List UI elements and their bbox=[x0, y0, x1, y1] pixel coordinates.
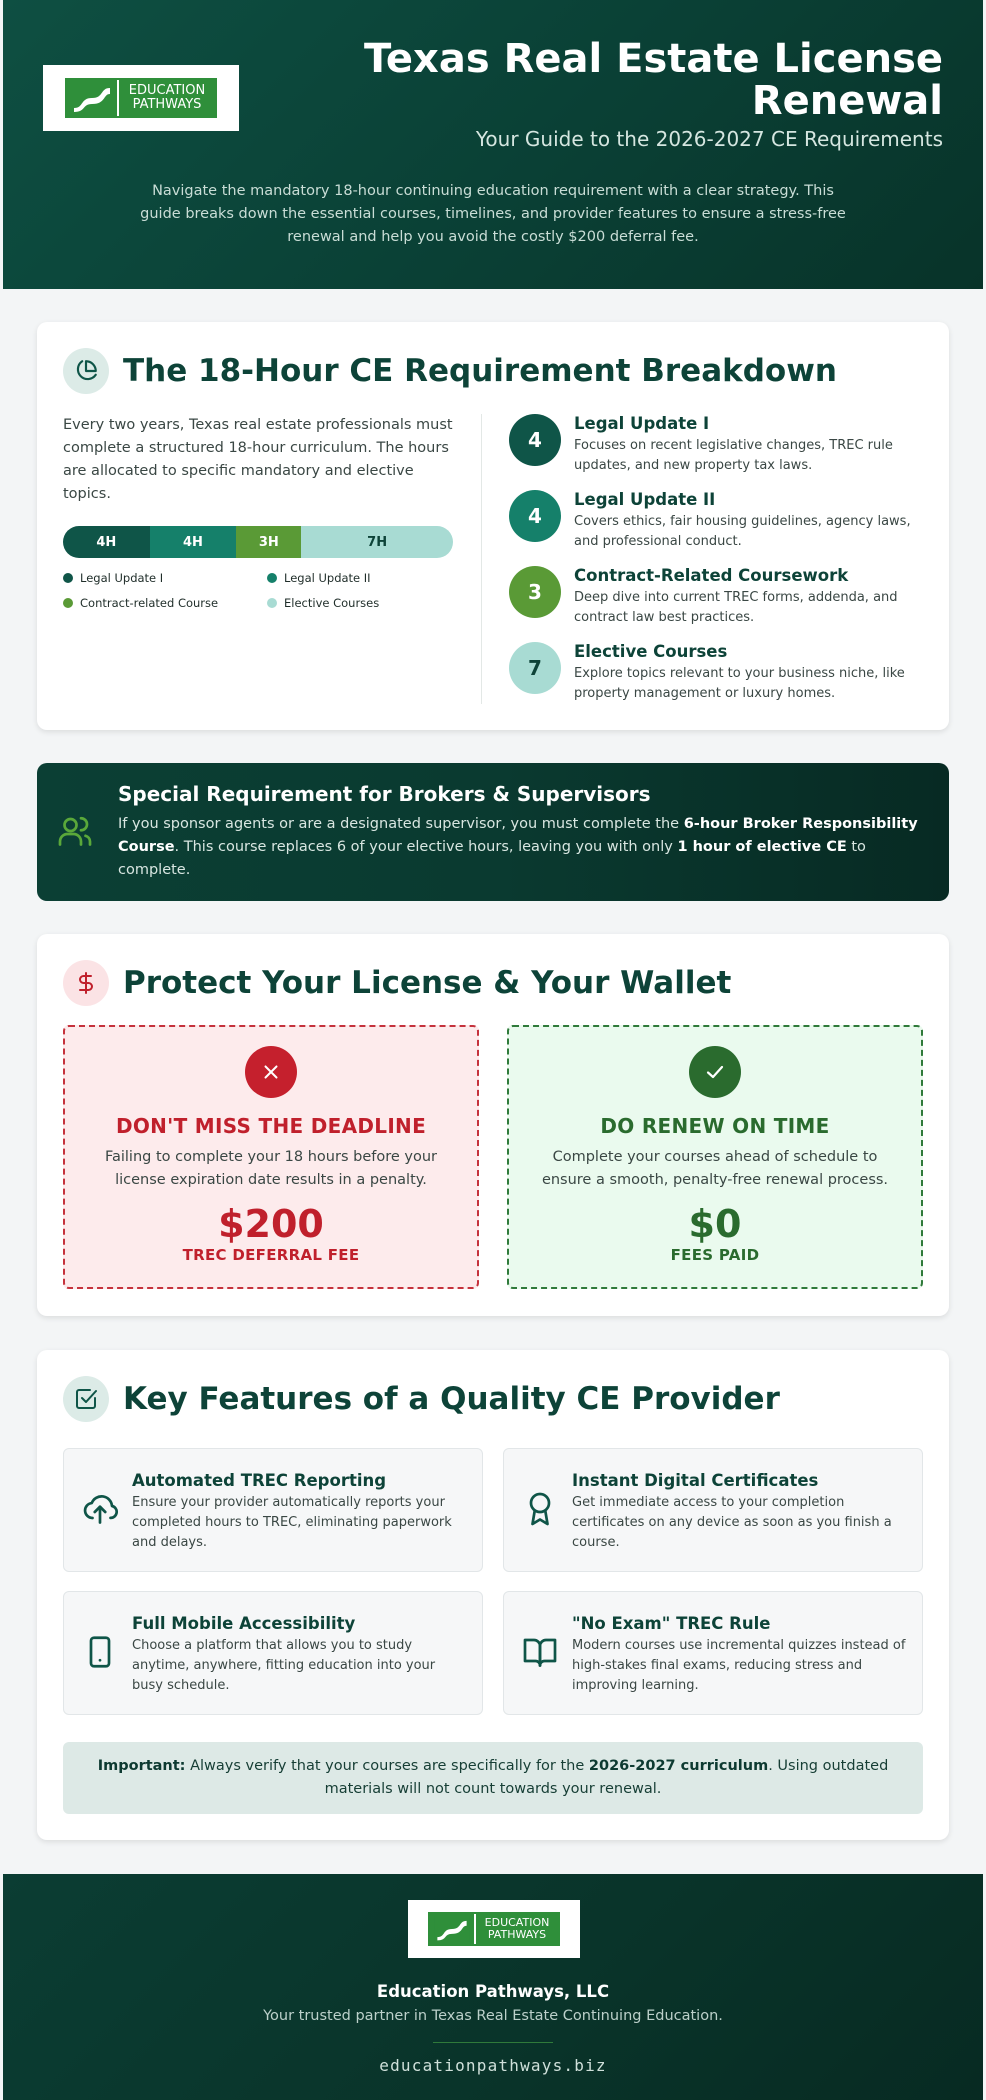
requirement-title: Contract-Related Coursework bbox=[574, 566, 849, 585]
breakdown-heading bbox=[63, 348, 837, 394]
logo-text bbox=[117, 80, 215, 115]
requirement-title: Legal Update I bbox=[574, 414, 710, 433]
legend-swatch bbox=[63, 598, 73, 608]
hours-bar-segment: 7H bbox=[301, 526, 453, 558]
x-icon bbox=[245, 1046, 297, 1098]
mobile-icon bbox=[82, 1634, 118, 1674]
requirement-text bbox=[574, 490, 929, 552]
requirement-description: Explore topics relevant to your business niche, like property management or luxury homes. bbox=[574, 666, 905, 701]
protect-heading bbox=[63, 960, 731, 1006]
deadline-warning-box bbox=[63, 1025, 479, 1289]
feature-description: Get immediate access to your completion certificates on any device as soon as you finish a course. bbox=[572, 1495, 892, 1550]
header-logo[interactable] bbox=[43, 65, 239, 131]
note-bold: 2026-2027 curriculum bbox=[588, 1758, 769, 1774]
legend-item bbox=[267, 596, 463, 610]
deadline-title: DON'T MISS THE DEADLINE bbox=[115, 1114, 427, 1138]
feature-title: Instant Digital Certificates bbox=[572, 1471, 819, 1490]
hours-legend bbox=[63, 571, 463, 610]
feature-card bbox=[503, 1448, 923, 1572]
feature-title: "No Exam" TREC Rule bbox=[572, 1614, 771, 1633]
broker-bold-2: 1 hour of elective CE bbox=[677, 839, 847, 855]
footer-logo[interactable] bbox=[408, 1900, 580, 1958]
broker-banner bbox=[37, 763, 949, 901]
breakdown-title: The 18-Hour CE Requirement Breakdown bbox=[123, 353, 837, 389]
logo-line-2: PATHWAYS bbox=[132, 97, 202, 112]
requirement-description: Covers ethics, fair housing guidelines, agency laws, and professional conduct. bbox=[574, 514, 911, 549]
requirement-title: Legal Update II bbox=[574, 490, 716, 509]
legend-label: Contract-related Course bbox=[80, 596, 219, 610]
logo-line-2: PATHWAYS bbox=[487, 1928, 547, 1941]
header-description: Navigate the mandatory 18-hour continuing education requirement with a clear strategy. This guide breaks down the essential courses, timelines, and provider features to ensure a stress-free renewal and help you avoid the costly $200 deferral fee. bbox=[140, 183, 846, 245]
legend-swatch bbox=[267, 573, 277, 583]
fees-amount: $0 bbox=[688, 1202, 742, 1246]
requirement-text bbox=[574, 414, 929, 476]
page-subtitle: Your Guide to the 2026-2027 CE Requirements bbox=[475, 127, 943, 151]
note-label: Important: bbox=[97, 1758, 186, 1774]
broker-description bbox=[118, 813, 926, 882]
renew-description: Complete your courses ahead of schedule to ensure a smooth, penalty-free renewal process. bbox=[541, 1149, 889, 1188]
company-tagline: Your trusted partner in Texas Real Estate Continuing Education. bbox=[263, 2008, 723, 2024]
legend-item bbox=[63, 596, 267, 610]
renew-title: DO RENEW ON TIME bbox=[600, 1114, 830, 1138]
legend-item bbox=[63, 571, 267, 585]
legend-swatch bbox=[63, 573, 73, 583]
logo-mark bbox=[428, 1912, 560, 1946]
feature-description: Modern courses use incremental quizzes instead of high-stakes final exams, reducing stress and improving learning. bbox=[572, 1638, 906, 1693]
requirement-item bbox=[509, 566, 929, 628]
broker-bold-1: 6-hour Broker Responsibility Course bbox=[118, 816, 918, 855]
feature-title: Automated TREC Reporting bbox=[132, 1471, 387, 1490]
logo-line-1: EDUCATION bbox=[128, 83, 206, 99]
hours-bar bbox=[63, 526, 453, 558]
penalty-caption: TREC DEFERRAL FEE bbox=[182, 1246, 360, 1264]
renew-on-time-box bbox=[507, 1025, 923, 1289]
hours-badge: 7 bbox=[509, 642, 561, 694]
legend-item bbox=[267, 571, 463, 585]
hours-bar-segment: 4H bbox=[150, 526, 237, 558]
dollar-icon bbox=[63, 960, 109, 1006]
hours-bar-segment: 4H bbox=[63, 526, 150, 558]
deadline-description: Failing to complete your 18 hours before your license expiration date results in a penalty. bbox=[104, 1149, 437, 1188]
award-icon bbox=[522, 1491, 558, 1531]
requirement-description: Deep dive into current TREC forms, addenda, and contract law best practices. bbox=[574, 590, 898, 625]
page bbox=[3, 0, 983, 2100]
footer bbox=[3, 1874, 983, 2100]
feature-card bbox=[503, 1591, 923, 1715]
requirement-text bbox=[574, 642, 929, 704]
logo-line-1: EDUCATION bbox=[484, 1916, 550, 1930]
requirement-description: Focuses on recent legislative changes, TREC rule updates, and new property tax laws. bbox=[574, 438, 893, 473]
pie-chart-icon bbox=[63, 348, 109, 394]
hours-bar-segment: 3H bbox=[236, 526, 301, 558]
legend-swatch bbox=[267, 598, 277, 608]
feature-card bbox=[63, 1448, 483, 1572]
note-text-2: . Using outdated materials will not count towards your renewal. bbox=[324, 1758, 889, 1797]
feature-title: Full Mobile Accessibility bbox=[132, 1614, 356, 1633]
checkbox-icon bbox=[63, 1376, 109, 1422]
penalty-amount: $200 bbox=[218, 1202, 324, 1246]
footer-divider bbox=[433, 2042, 553, 2043]
requirement-item bbox=[509, 414, 929, 476]
requirement-title: Elective Courses bbox=[574, 642, 728, 661]
requirement-item bbox=[509, 642, 929, 704]
broker-title: Special Requirement for Brokers & Supervisors bbox=[118, 782, 651, 806]
feature-description: Choose a platform that allows you to study anytime, anywhere, fitting education into your busy schedule. bbox=[132, 1638, 436, 1693]
page-title: Texas Real Estate License Renewal bbox=[363, 36, 943, 124]
legend-label: Legal Update II bbox=[284, 571, 371, 585]
features-title: Key Features of a Quality CE Provider bbox=[123, 1381, 780, 1417]
website-link[interactable]: educationpathways.biz bbox=[379, 2056, 607, 2075]
cloud-upload-icon bbox=[82, 1491, 118, 1531]
protect-title: Protect Your License & Your Wallet bbox=[123, 965, 732, 1001]
check-icon bbox=[689, 1046, 741, 1098]
note-text-1: Always verify that your courses are specifically for the bbox=[185, 1758, 589, 1774]
broker-text-1: If you sponsor agents or are a designated supervisor, you must complete the bbox=[118, 816, 684, 832]
fees-caption: FEES PAID bbox=[670, 1246, 760, 1264]
hours-badge: 4 bbox=[509, 414, 561, 466]
logo-mark bbox=[65, 78, 217, 118]
road-logo-icon bbox=[430, 1914, 474, 1944]
feature-description: Ensure your provider automatically reports your completed hours to TREC, eliminating paperwork and delays. bbox=[132, 1495, 452, 1550]
legend-label: Elective Courses bbox=[284, 596, 380, 610]
book-icon bbox=[522, 1634, 558, 1674]
divider bbox=[481, 414, 482, 704]
road-logo-icon bbox=[67, 80, 117, 116]
broker-text-3: to complete. bbox=[118, 839, 866, 878]
requirement-text bbox=[574, 566, 929, 628]
header bbox=[3, 0, 983, 289]
features-card bbox=[37, 1350, 949, 1840]
legend-label: Legal Update I bbox=[80, 571, 164, 585]
important-note bbox=[63, 1742, 923, 1814]
logo-text bbox=[474, 1914, 558, 1943]
hours-badge: 3 bbox=[509, 566, 561, 618]
company-name: Education Pathways, LLC bbox=[376, 1982, 610, 2001]
features-heading bbox=[63, 1376, 780, 1422]
protect-card bbox=[37, 934, 949, 1316]
broker-text-2: . This course replaces 6 of your elective hours, leaving you with only bbox=[174, 839, 678, 855]
breakdown-card bbox=[37, 322, 949, 730]
users-icon bbox=[55, 813, 95, 853]
requirement-item bbox=[509, 490, 929, 552]
breakdown-intro: Every two years, Texas real estate professionals must complete a structured 18-hour curriculum. The hours are allocated to specific mandatory and elective topics. bbox=[63, 417, 453, 502]
hours-badge: 4 bbox=[509, 490, 561, 542]
feature-card bbox=[63, 1591, 483, 1715]
